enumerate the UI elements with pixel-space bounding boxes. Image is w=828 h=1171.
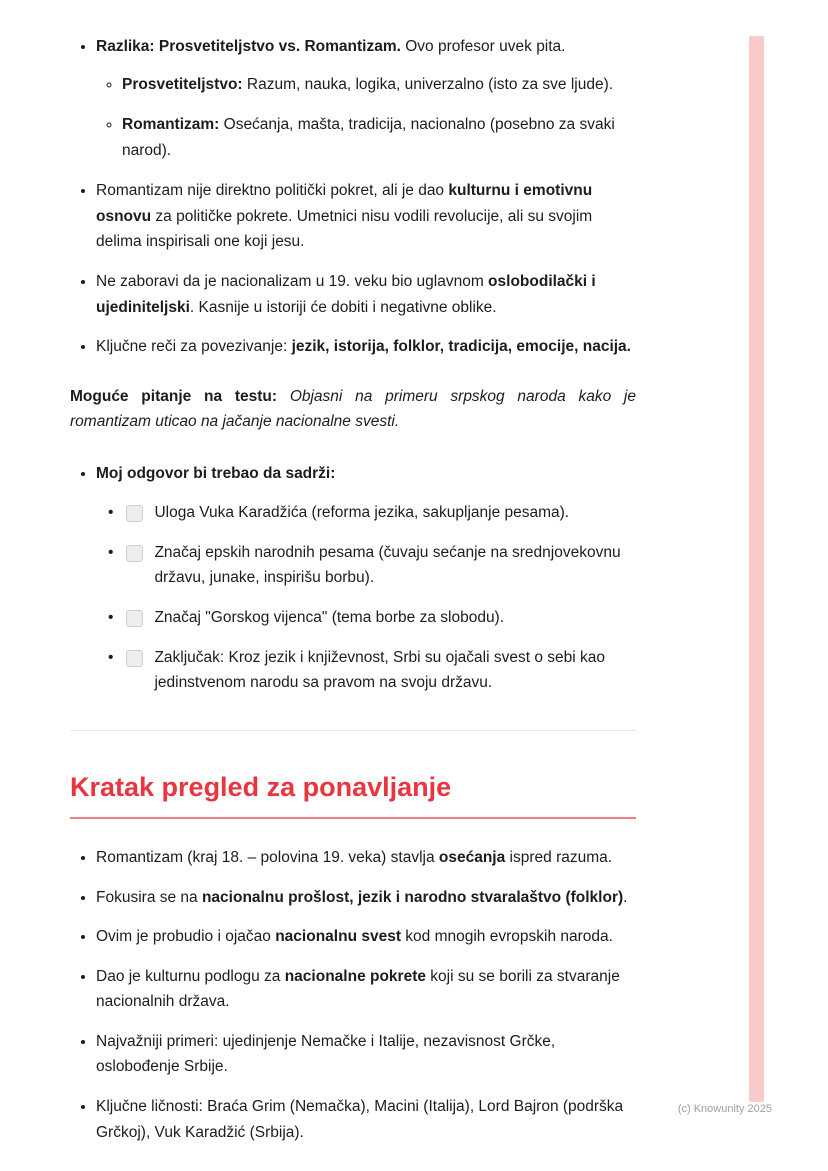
list-item <box>96 34 636 163</box>
item-bold-text: osećanja <box>438 849 506 867</box>
item-bold-text: Razlika: Prosvetiteljstvo vs. Romantizam. <box>96 38 401 55</box>
list-item <box>96 178 636 255</box>
checklist-item-text: • Značaj epskih narodnih pesama (čuvaju sećanje na srednjovekovnu državu, junake, inspirišu borbu). <box>154 543 621 587</box>
item-bold-text: jezik, istorija, folklor, tradicija, emocije, nacija. <box>291 338 631 356</box>
item-bold-text: kulturnu i emotivnu osnovu <box>96 182 593 225</box>
checklist-item-text: • Zaključak: Kroz jezik i književnost, Srbi su ojačali svest o sebi kao jedinstvenom narodu sa pravom na svoju državu. <box>154 648 605 692</box>
checklist-item <box>108 605 636 631</box>
question-label: Moguće pitanje na testu: <box>70 387 278 405</box>
item-text: Ovim je probudio i ojačao <box>96 928 276 946</box>
item-text: Osećanja, mašta, tradicija, nacionalno (posebno za svaki narod). <box>122 116 615 159</box>
test-question-paragraph <box>70 384 636 435</box>
item-text: ispred razuma. <box>505 849 613 867</box>
answer-section <box>70 461 636 696</box>
item-text: Najvažniji primeri: ujedinjenje Nemačke i Italije, nezavisnost Grčke, oslobođenje Srbije. <box>96 1032 556 1076</box>
checklist-item-text: • Uloga Vuka Karadžića (reforma jezika, sakupljanje pesama). <box>154 504 570 522</box>
checklist-item <box>108 645 636 696</box>
checklist-item <box>108 540 636 591</box>
section-divider <box>70 730 636 731</box>
checklist-item <box>108 500 636 526</box>
item-text: Romantizam (kraj 18. – polovina 19. veka) stavlja <box>96 849 439 867</box>
item-text: Romantizam nije direktno politički pokret, ali je dao <box>96 182 449 200</box>
list-item <box>96 924 636 950</box>
list-item <box>96 1029 636 1080</box>
item-text: Fokusira se na <box>96 888 202 906</box>
item-text: Razum, nauka, logika, univerzalno (isto za sve ljude). <box>242 75 614 93</box>
checkbox[interactable] <box>126 545 143 562</box>
summary-list <box>70 845 636 1145</box>
item-text: kod mnogih evropskih naroda. <box>400 928 613 946</box>
checklist-item-text: • Značaj "Gorskog vijenca" (tema borbe za slobodu). <box>154 609 505 626</box>
item-text: za političke pokrete. Umetnici nisu vodili revolucije, ali su svojim delima inspirisali one koji jesu. <box>96 207 593 251</box>
page-edge-bar <box>749 36 764 1102</box>
item-text: Ne zaboravi da je nacionalizam u 19. veku bio uglavnom <box>96 272 489 290</box>
document-content <box>70 34 636 1159</box>
item-bold-text: oslobodilački i ujediniteljski <box>96 272 596 316</box>
checkbox[interactable] <box>126 505 143 522</box>
item-bold-text: nacionalnu prošlost, jezik i narodno stvaralaštvo (folklor) <box>201 888 624 906</box>
list-item <box>96 964 636 1015</box>
item-bold-text: Prosvetiteljstvo: <box>122 75 243 93</box>
list-item <box>122 112 636 163</box>
item-bold-text: nacionalne pokrete <box>284 967 426 985</box>
sub-list <box>96 72 636 164</box>
item-text: Dao je kulturnu podlogu za <box>96 967 285 985</box>
item-text: . <box>623 888 628 906</box>
item-bold-text: nacionalnu svest <box>275 928 401 946</box>
item-bold-text: Romantizam: <box>122 116 220 134</box>
list-item <box>96 885 636 911</box>
footer-credit: (c) Knowunity 2025 <box>677 1103 772 1115</box>
list-item <box>96 334 636 360</box>
item-text: Ključne reči za povezivanje: <box>96 338 292 356</box>
list-item <box>122 72 636 98</box>
answer-checklist <box>96 500 636 695</box>
question-text: Objasni na primeru srpskog naroda kako je romantizam uticao na jačanje nacionalne svesti. <box>70 387 636 431</box>
item-text: Ključne ličnosti: Braća Grim (Nemačka), Macini (Italija), Lord Bajron (podrška Grčkoj), Vuk Karadžić (Srbija). <box>96 1098 624 1141</box>
item-text: koji su se borili za stvaranje nacionalnih država. <box>96 967 620 1011</box>
item-text: Ovo profesor uvek pita. <box>400 38 566 55</box>
answer-title: Moj odgovor bi trebao da sadrži: <box>96 464 336 482</box>
list-item <box>96 269 636 320</box>
list-item <box>96 1094 636 1145</box>
notes-list <box>70 34 636 360</box>
item-text: . Kasnije u istoriji će dobiti i negativne oblike. <box>189 298 497 316</box>
list-item <box>96 461 636 696</box>
checkbox[interactable] <box>126 650 143 667</box>
checkbox[interactable] <box>126 610 143 627</box>
summary-heading: Kratak pregled za ponavljanje <box>70 771 636 819</box>
list-item <box>96 845 636 871</box>
